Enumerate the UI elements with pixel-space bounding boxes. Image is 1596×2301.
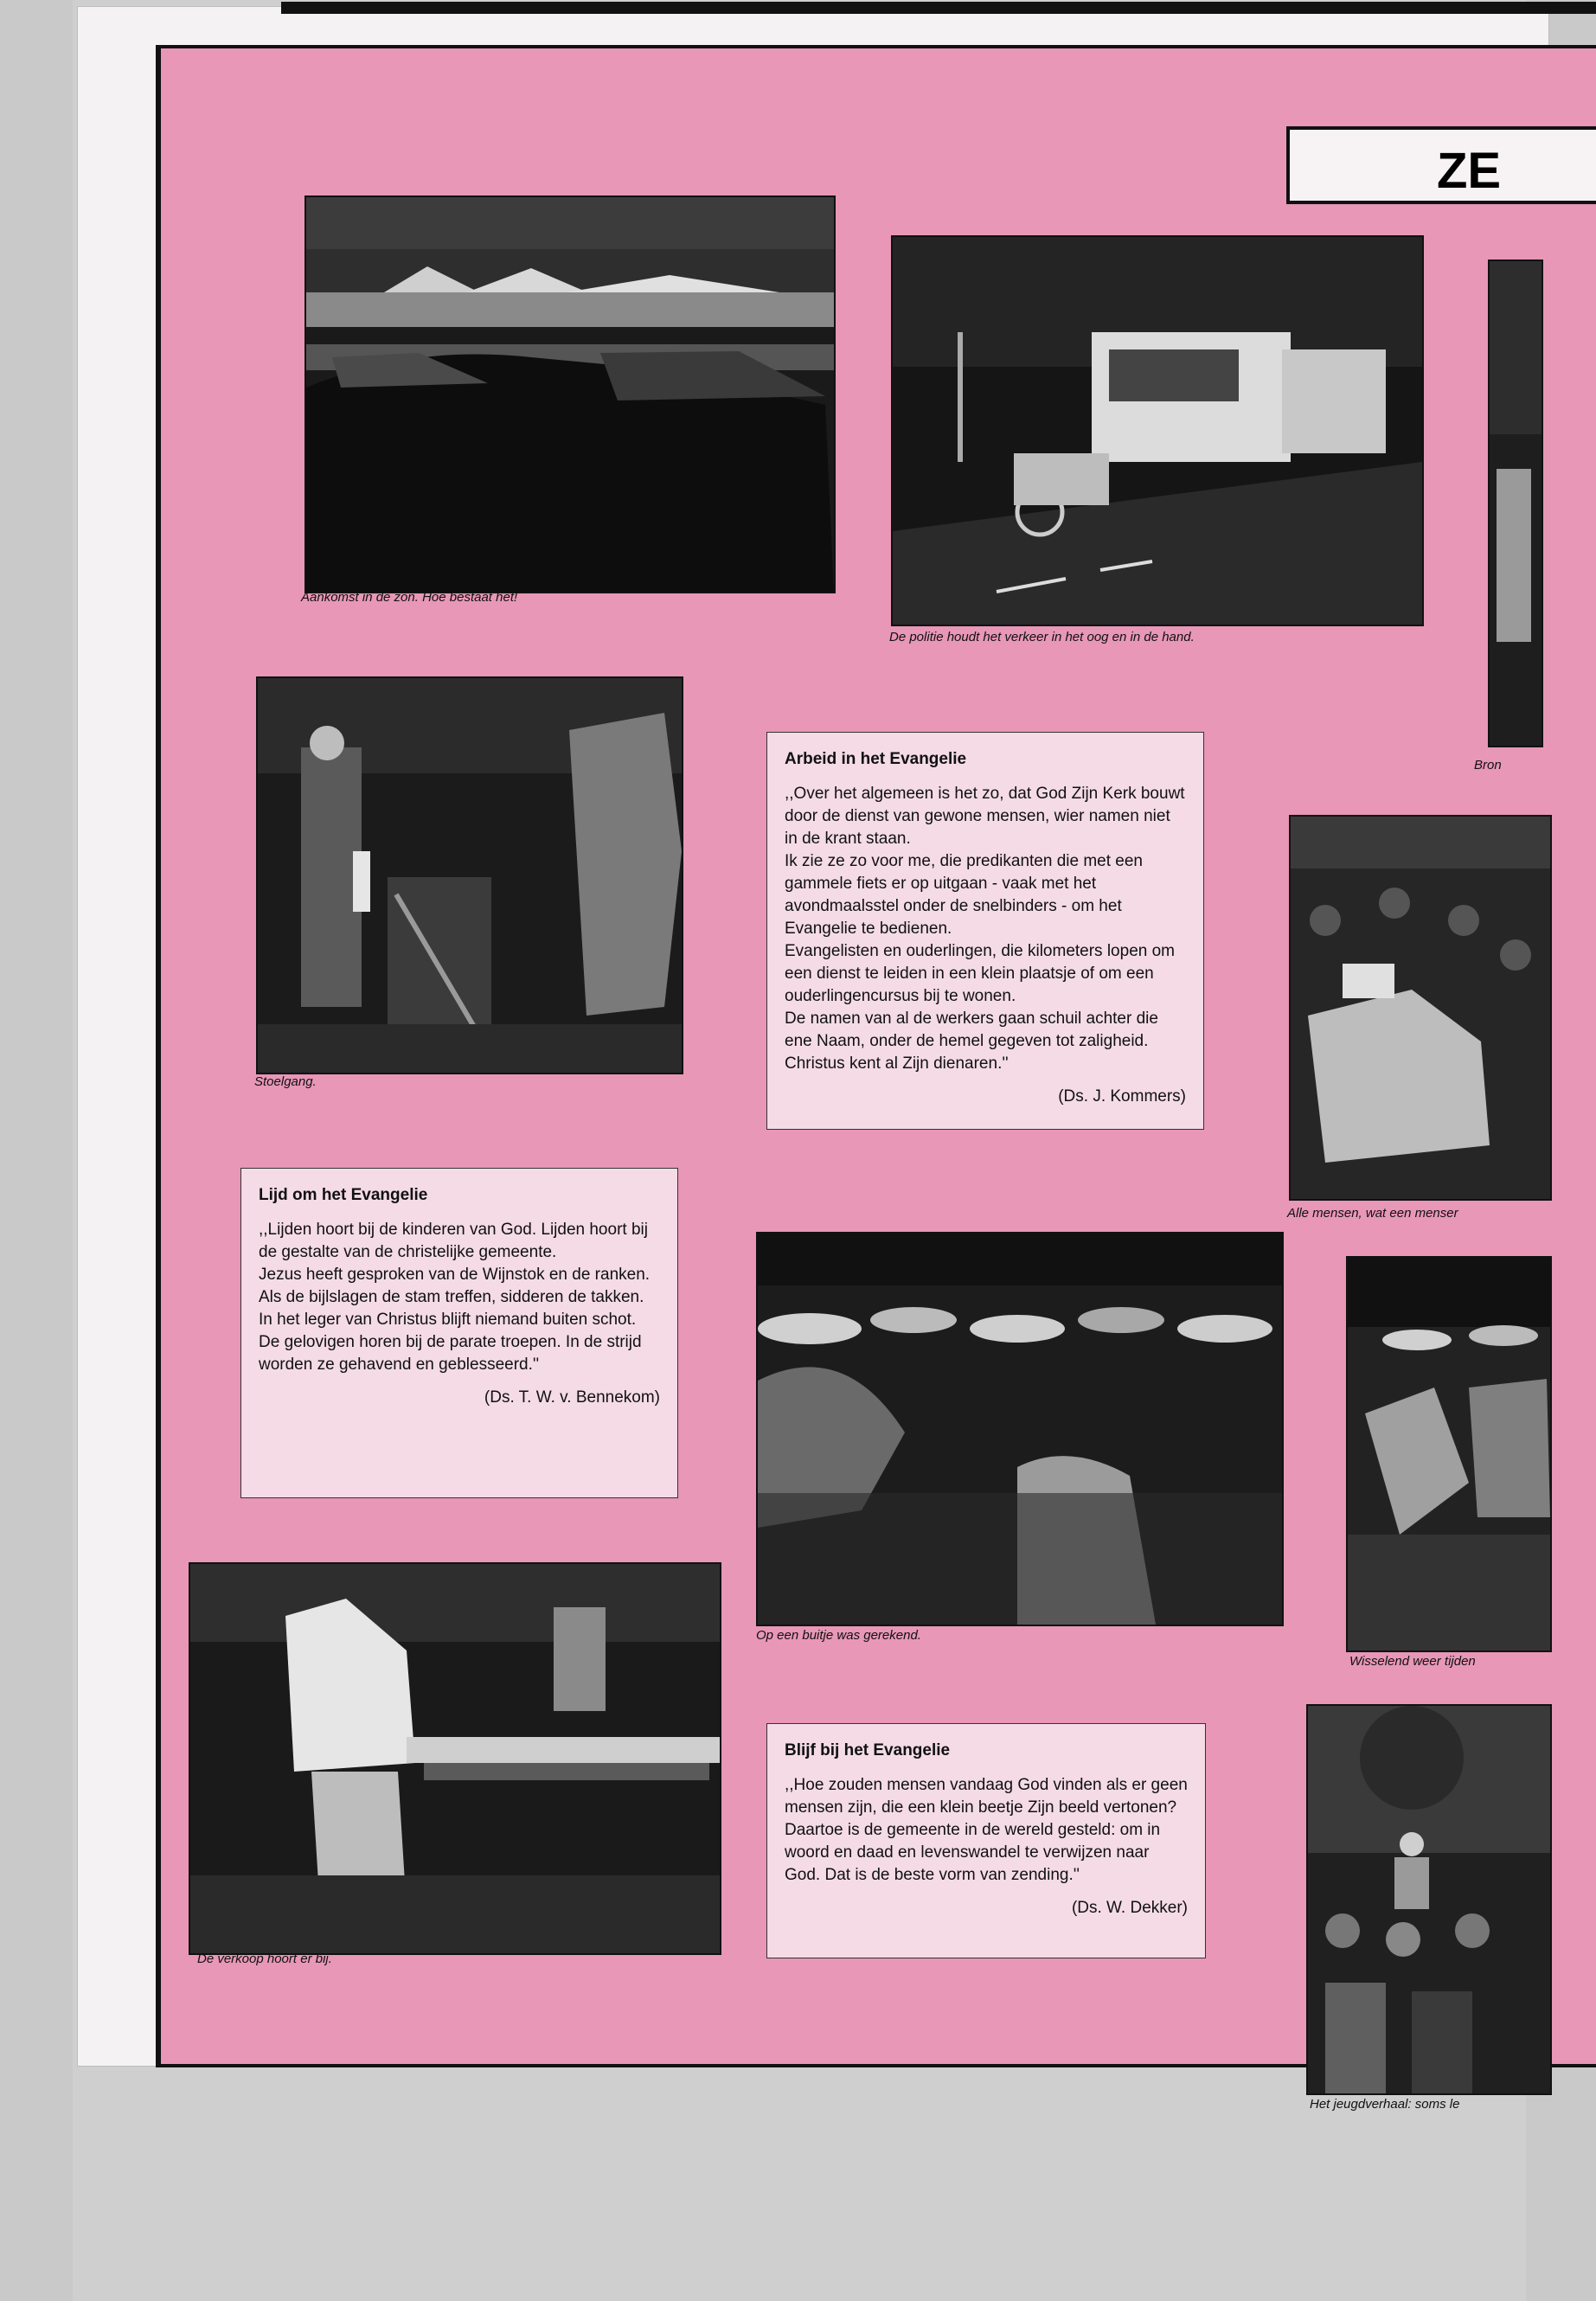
caption-crowd-right: Alle mensen, wat een menser xyxy=(1287,1206,1458,1221)
caption-weather: Wisselend weer tijden xyxy=(1349,1654,1476,1669)
quote-arbeid-title: Arbeid in het Evangelie xyxy=(785,750,967,768)
photo-weather xyxy=(1346,1256,1552,1652)
quote-lijd xyxy=(240,1168,678,1498)
quote-lijd-author: (Ds. T. W. v. Bennekom) xyxy=(484,1388,660,1407)
quote-arbeid-author: (Ds. J. Kommers) xyxy=(1058,1087,1186,1106)
photo-youth xyxy=(1306,1704,1552,2095)
photo-chairs xyxy=(256,676,683,1074)
photo-right-top xyxy=(1488,260,1543,747)
caption-police: De politie houdt het verkeer in het oog en in de hand. xyxy=(889,630,1195,644)
top-rule xyxy=(281,2,1596,14)
photo-crowd-right xyxy=(1289,815,1552,1201)
quote-blijf-title: Blijf bij het Evangelie xyxy=(785,1741,951,1759)
caption-youth: Het jeugdverhaal: soms le xyxy=(1310,2097,1460,2112)
section-title-box xyxy=(1286,126,1596,204)
photo-arrival xyxy=(304,195,836,593)
quote-lijd-title: Lijd om het Evangelie xyxy=(259,1186,428,1204)
caption-sales: De verkoop hoort er bij. xyxy=(197,1952,332,1966)
quote-arbeid-body: ,,Over het algemeen is het zo, dat God Zijn Kerk bouwt door de dienst van gewone mensen, wier namen niet in de krant staan. Ik zie ze zo voor me, die predikanten die met een gammele fiets er op uitgaan - vaak met het avondmaalsstel onder de snelbinders - om het Evangelie te bedienen. Evangelisten en ouderlingen, die kilometers lopen om een dienst te leiden in een klein plaatsje of om een ouderlingencursus bij te wonen. De namen van al de werkers gaan schuil achter die ene Naam, onder de hemel gegeven tot zaligheid. Christus kent al Zijn dienaren.'' xyxy=(785,785,1185,1073)
quote-blijf-body: ,,Hoe zouden mensen vandaag God vinden als er geen mensen zijn, die een klein beetje Zijn beeld vertonen? Daartoe is de gemeente in de wereld gesteld: om in woord en daad en levenswandel te verwijzen naar God. Dat is de beste vorm van zending.'' xyxy=(785,1776,1188,1884)
caption-chairs: Stoelgang. xyxy=(254,1074,317,1089)
quote-blijf-author: (Ds. W. Dekker) xyxy=(1071,1899,1188,1917)
quote-blijf xyxy=(766,1723,1206,1958)
photo-sales xyxy=(189,1562,721,1955)
quote-lijd-body: ,,Lijden hoort bij de kinderen van God. Lijden hoort bij de gestalte van de christelijke gemeente. Jezus heeft gesproken van de Wijnstok en de ranken. Als de bijlslagen de stam treffen, sidderen de takken. In het leger van Christus blijft niemand buiten schot. De gelovigen horen bij de parate troepen. In de strijd worden ze gehavend en geblesseerd.'' xyxy=(259,1221,651,1374)
photo-umbrellas xyxy=(756,1232,1284,1626)
quote-arbeid xyxy=(766,732,1204,1130)
photo-police xyxy=(891,235,1424,626)
caption-arrival: Aankomst in de zon. Hoe bestaat het! xyxy=(301,590,518,605)
caption-right-top: Bron xyxy=(1474,758,1502,772)
caption-umbrellas: Op een buitje was gerekend. xyxy=(756,1628,921,1643)
section-title: ZE xyxy=(1437,143,1502,199)
